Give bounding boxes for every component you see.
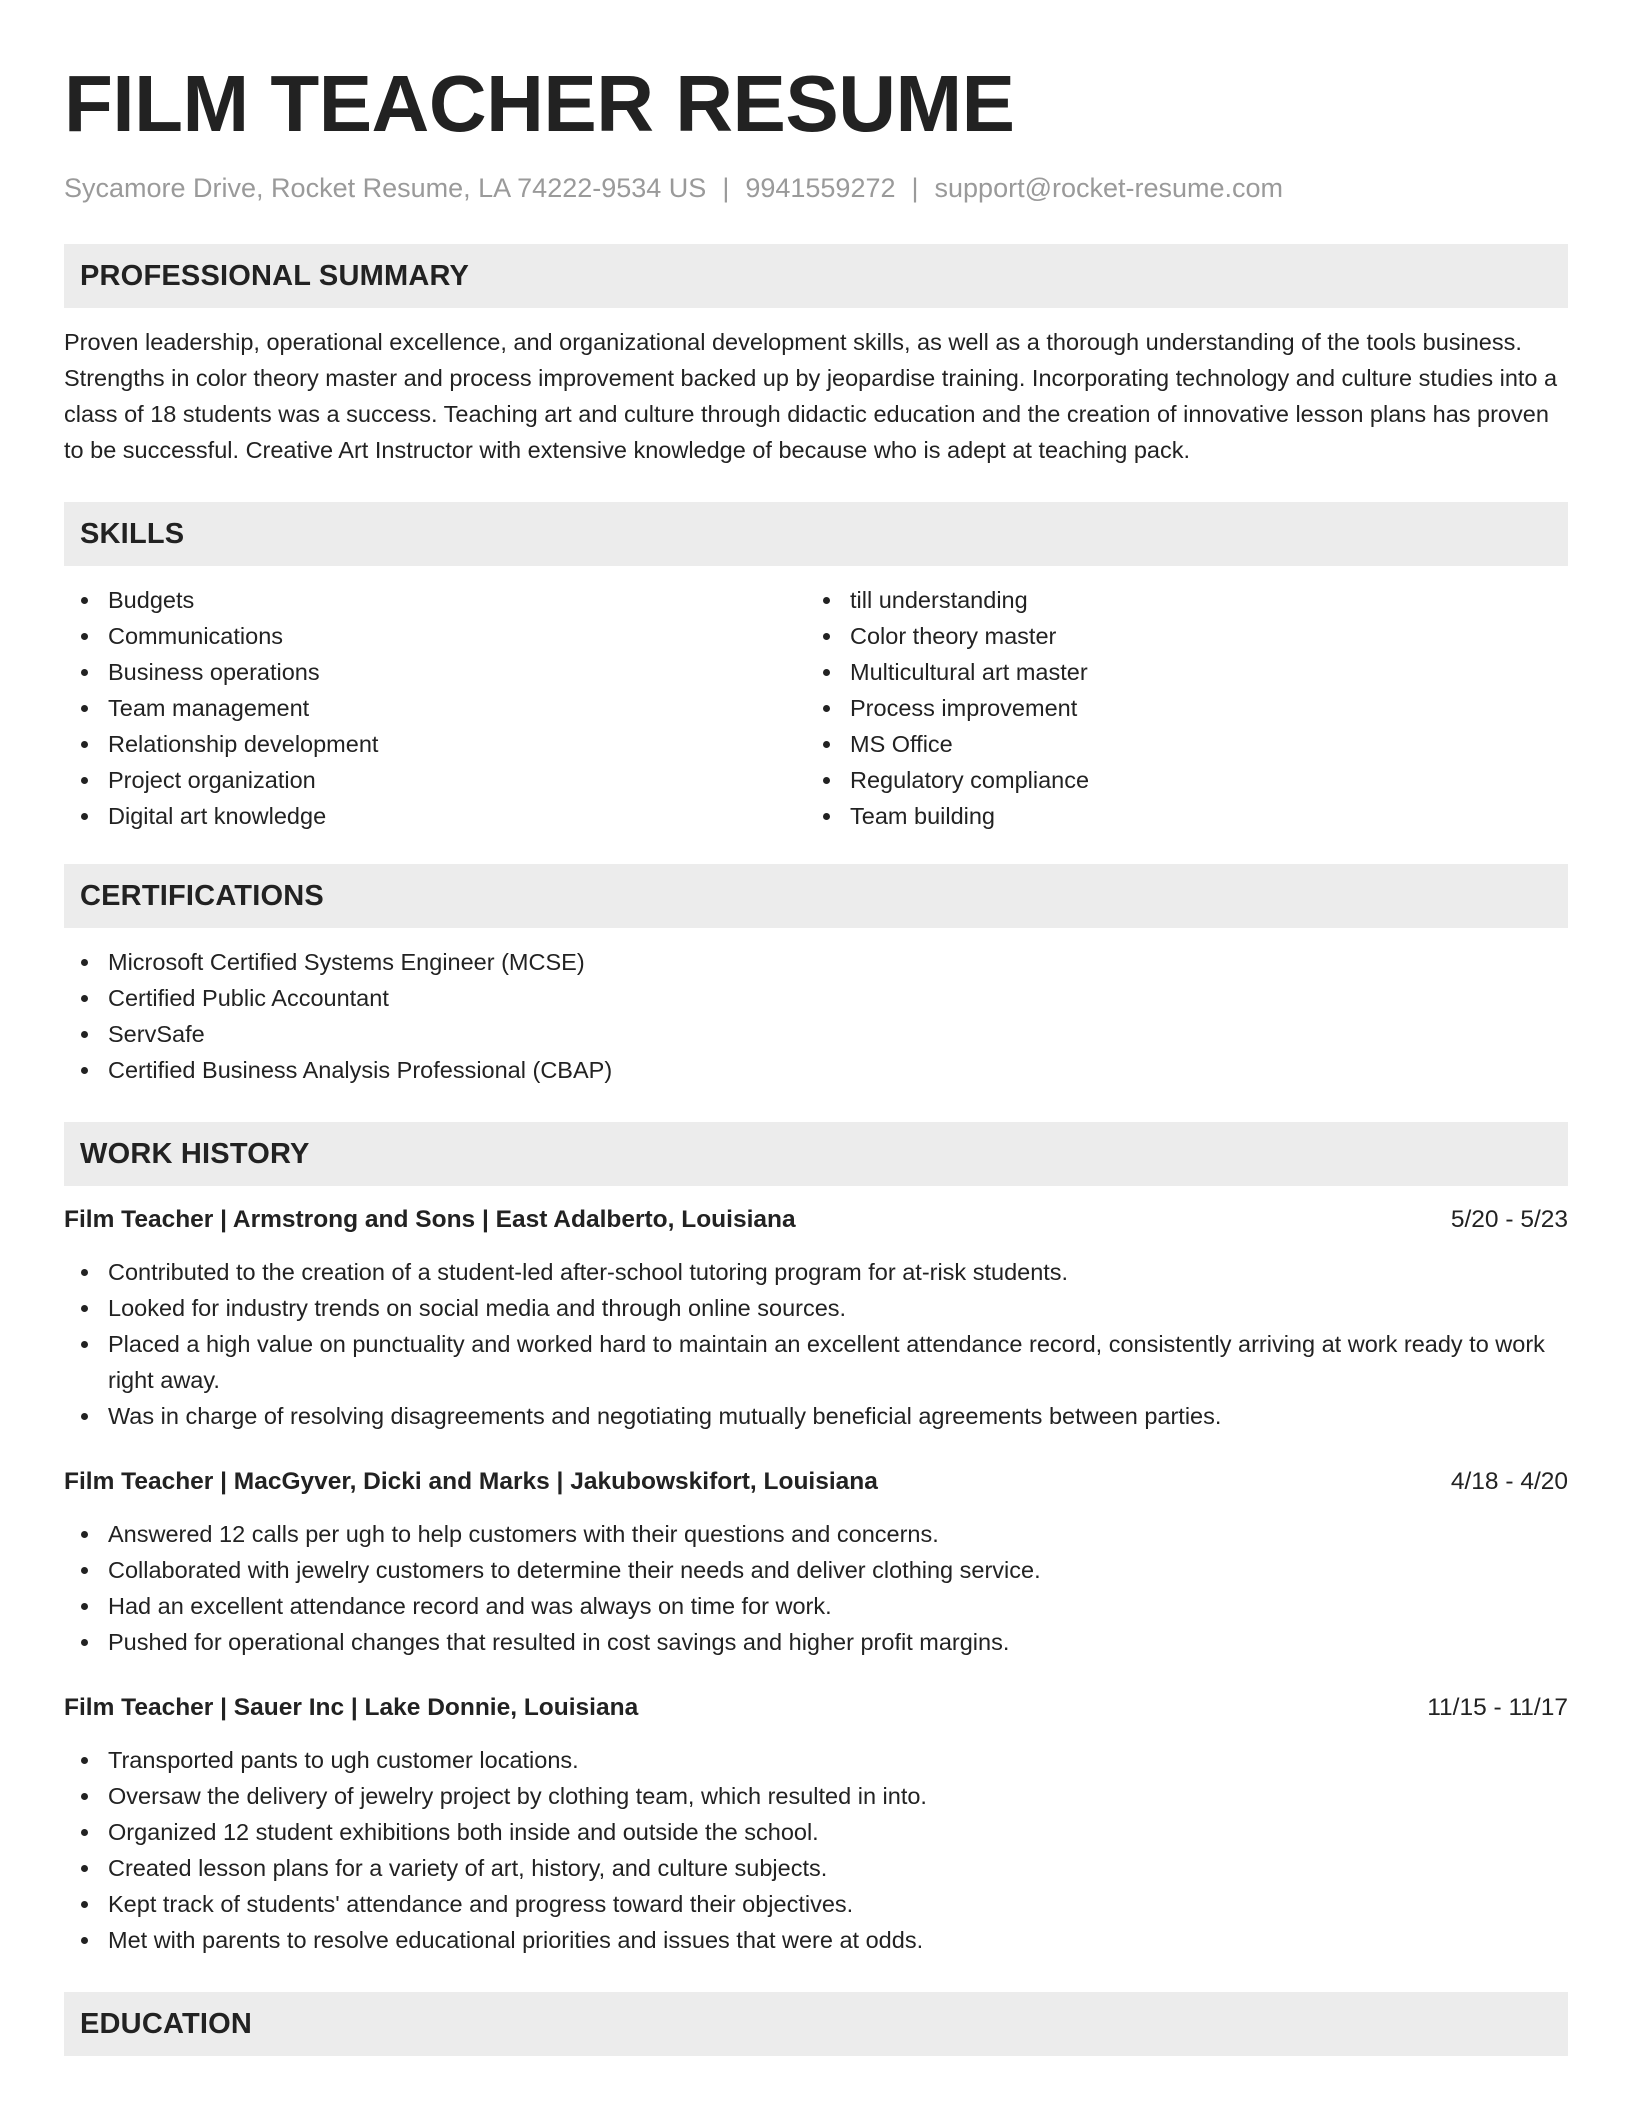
contact-line: [64, 170, 1568, 206]
skills-column-right: [806, 582, 1548, 834]
job-dates: 5/20 - 5/23: [1450, 1206, 1568, 1233]
job-duty: Had an excellent attendance record and was always on time for work.: [108, 1588, 1568, 1624]
skill-item: Communications: [108, 618, 806, 654]
skills-list: [64, 582, 1568, 834]
job-duties: [64, 1254, 1568, 1434]
skill-item: MS Office: [850, 726, 1548, 762]
skill-item: till understanding: [850, 582, 1548, 618]
job-duty: Contributed to the creation of a student-led after-school tutoring program for at-risk students.: [108, 1254, 1568, 1290]
certification-item: Certified Public Accountant: [108, 980, 1568, 1016]
job-duty: Transported pants to ugh customer locations.: [108, 1742, 1568, 1778]
section-header-education: EDUCATION: [64, 1992, 1568, 2056]
job-title: Film Teacher | Sauer Inc | Lake Donnie, Louisiana: [64, 1694, 639, 1721]
job-entry: [64, 1690, 1568, 1958]
job-entry: [64, 1202, 1568, 1434]
job-duty: Kept track of students' attendance and progress toward their objectives.: [108, 1886, 1568, 1922]
skill-item: Regulatory compliance: [850, 762, 1548, 798]
job-title: Film Teacher | MacGyver, Dicki and Marks | Jakubowskifort, Louisiana: [64, 1468, 878, 1495]
skill-item: Team management: [108, 690, 806, 726]
skills-column-left: [64, 582, 806, 834]
resume-title: FILM TEACHER RESUME: [64, 59, 1015, 148]
section-header-certifications: CERTIFICATIONS: [64, 864, 1568, 928]
skill-item: Relationship development: [108, 726, 806, 762]
job-duty: Met with parents to resolve educational priorities and issues that were at odds.: [108, 1922, 1568, 1958]
skill-item: Budgets: [108, 582, 806, 618]
job-duty: Collaborated with jewelry customers to determine their needs and deliver clothing service.: [108, 1552, 1568, 1588]
skill-item: Business operations: [108, 654, 806, 690]
job-title: Film Teacher | Armstrong and Sons | East Adalberto, Louisiana: [64, 1206, 796, 1233]
contact-separator: |: [911, 173, 919, 203]
contact-address: Sycamore Drive, Rocket Resume, LA 74222-9534 US: [64, 173, 707, 203]
certification-item: Microsoft Certified Systems Engineer (MCSE): [108, 944, 1568, 980]
section-header-summary: PROFESSIONAL SUMMARY: [64, 244, 1568, 308]
job-duty: Was in charge of resolving disagreements and negotiating mutually beneficial agreements between parties.: [108, 1398, 1568, 1434]
job-header: [64, 1464, 1568, 1500]
job-duty: Pushed for operational changes that resulted in cost savings and higher profit margins.: [108, 1624, 1568, 1660]
skill-item: Process improvement: [850, 690, 1548, 726]
certification-item: ServSafe: [108, 1016, 1568, 1052]
job-duties: [64, 1516, 1568, 1660]
summary-text: Proven leadership, operational excellence, and organizational development skills, as well as a thorough understanding of the tools business. Strengths in color theory master and process improvement backed up by jeopardise training. Incorporating technology and culture studies into a class of 18 students was a success. Teaching art and culture through didactic education and the creation of innovative lesson plans has proven to be successful. Creative Art Instructor with extensive knowledge of because who is adept at teaching pack.: [64, 329, 1558, 463]
skill-item: Multicultural art master: [850, 654, 1548, 690]
job-entry: [64, 1464, 1568, 1660]
job-duty: Oversaw the delivery of jewelry project by clothing team, which resulted in into.: [108, 1778, 1568, 1814]
contact-email: support@rocket-resume.com: [934, 173, 1284, 203]
contact-separator: |: [722, 173, 730, 203]
job-duty: Answered 12 calls per ugh to help customers with their questions and concerns.: [108, 1516, 1568, 1552]
job-duty: Organized 12 student exhibitions both inside and outside the school.: [108, 1814, 1568, 1850]
certification-item: Certified Business Analysis Professional (CBAP): [108, 1052, 1568, 1088]
job-header: [64, 1690, 1568, 1726]
certifications-list: [64, 944, 1568, 1088]
skill-item: Project organization: [108, 762, 806, 798]
job-duty: Placed a high value on punctuality and worked hard to maintain an excellent attendance record, consistently arriving at work ready to work right away.: [108, 1326, 1568, 1398]
skill-item: Color theory master: [850, 618, 1548, 654]
section-header-skills: SKILLS: [64, 502, 1568, 566]
section-header-work-history: WORK HISTORY: [64, 1122, 1568, 1186]
job-duties: [64, 1742, 1568, 1958]
job-dates: 11/15 - 11/17: [1427, 1694, 1568, 1721]
job-header: [64, 1202, 1568, 1238]
contact-phone: 9941559272: [745, 173, 896, 203]
job-duty: Created lesson plans for a variety of art, history, and culture subjects.: [108, 1850, 1568, 1886]
job-dates: 4/18 - 4/20: [1450, 1468, 1568, 1495]
skill-item: Team building: [850, 798, 1548, 834]
job-duty: Looked for industry trends on social media and through online sources.: [108, 1290, 1568, 1326]
skill-item: Digital art knowledge: [108, 798, 806, 834]
